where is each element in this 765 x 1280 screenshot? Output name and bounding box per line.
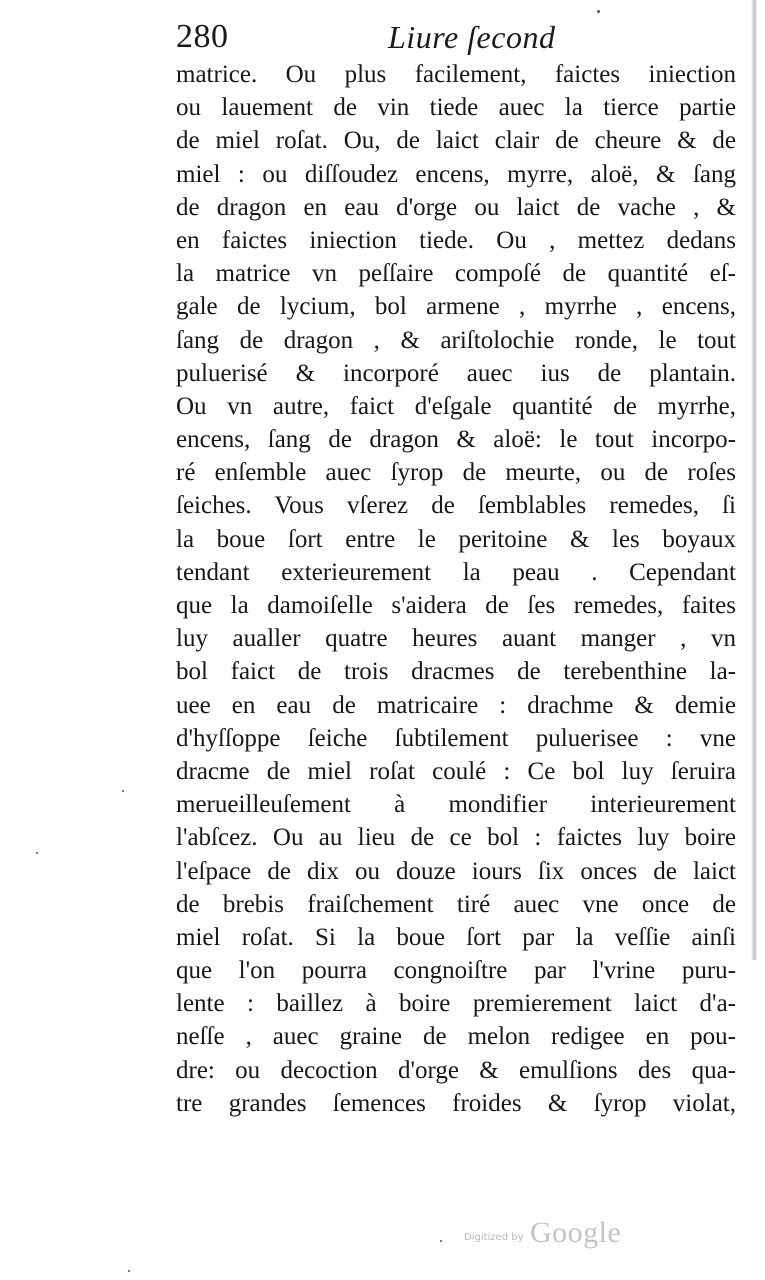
text-line: ou lauement de vin tiede auec la tierce partie <box>176 94 736 122</box>
text-line: de miel roſat. Ou, de laict clair de cheure & de <box>176 127 736 155</box>
body-text <box>176 58 736 1120</box>
ink-speck <box>122 790 124 792</box>
text-line: que la damoiſelle s'aidera de ſes remedes, faites <box>176 592 736 619</box>
text-line: dracme de miel roſat coulé : Ce bol luy ſeruira <box>176 757 736 785</box>
text-line: encens, ſang de dragon & aloë: le tout incorpo- <box>176 426 736 454</box>
text-line: miel roſat. Si la boue ſort par la veſſie ainſi <box>176 923 736 951</box>
text-line: d'hyſſoppe ſeiche ſubtilement puluerisee : vne <box>176 724 736 752</box>
text-line: la matrice vn peſſaire compoſé de quantité eſ- <box>176 260 736 288</box>
ink-speck <box>597 10 600 13</box>
text-line: puluerisé & incorporé auec ius de plantain. <box>176 359 736 387</box>
text-line: l'eſpace de dix ou douze iours ſix onces de laict <box>176 857 736 885</box>
text-line: ſang de dragon , & ariſtolochie ronde, le tout <box>176 326 736 354</box>
text-line: dre: ou decoction d'orge & emulſions des qua- <box>176 1056 736 1084</box>
text-line: uee en eau de matricaire : drachme & demie <box>176 691 736 719</box>
text-line: bol faict de trois dracmes de terebenthine la- <box>176 658 736 686</box>
text-line: ré enſemble auec ſyrop de meurte, ou de roſes <box>176 459 736 487</box>
page-edge-shadow <box>751 0 757 960</box>
text-line: de dragon en eau d'orge ou laict de vache , & <box>176 193 736 221</box>
text-line: neſſe , auec graine de melon redigee en pou- <box>176 1023 736 1051</box>
text-line: Ou vn autre, faict d'eſgale quantité de myrrhe, <box>176 392 736 420</box>
ink-speck <box>440 1240 442 1242</box>
running-head: Liure ſecond <box>388 19 556 55</box>
text-line: ſeiches. Vous vſerez de ſemblables remedes, ſi <box>176 492 736 520</box>
page-number: 280 <box>176 18 229 55</box>
text-line: tre grandes ſemences froides & ſyrop violat, <box>176 1089 736 1117</box>
text-line: lente : baillez à boire premierement laict d'a- <box>176 990 736 1018</box>
ink-speck <box>36 852 38 854</box>
google-logo: Google <box>530 1216 622 1249</box>
ink-speck <box>128 1270 130 1272</box>
text-line: que l'on pourra congnoiſtre par l'vrine puru- <box>176 957 736 985</box>
text-line: de brebis fraiſchement tiré auec vne once de <box>176 890 736 918</box>
text-line: l'abſcez. Ou au lieu de ce bol : faictes luy boire <box>176 824 736 852</box>
text-line: miel : ou diſſoudez encens, myrre, aloë, & ſang <box>176 160 736 188</box>
page-header <box>176 18 736 60</box>
watermark-prefix: Digitized by <box>464 1232 524 1243</box>
text-line: merueilleuſement à mondifier interieurement <box>176 791 736 819</box>
text-line: luy aualler quatre heures auant manger , vn <box>176 625 736 653</box>
text-line: tendant exterieurement la peau . Cependant <box>176 558 736 586</box>
text-line: la boue ſort entre le peritoine & les boyaux <box>176 525 736 553</box>
digitized-watermark <box>464 1216 644 1256</box>
text-line: gale de lycium, bol armene , myrrhe , encens, <box>176 293 736 321</box>
text-line: en faictes iniection tiede. Ou , mettez dedans <box>176 226 736 254</box>
text-line: matrice. Ou plus facilement, faictes iniection <box>176 61 736 88</box>
